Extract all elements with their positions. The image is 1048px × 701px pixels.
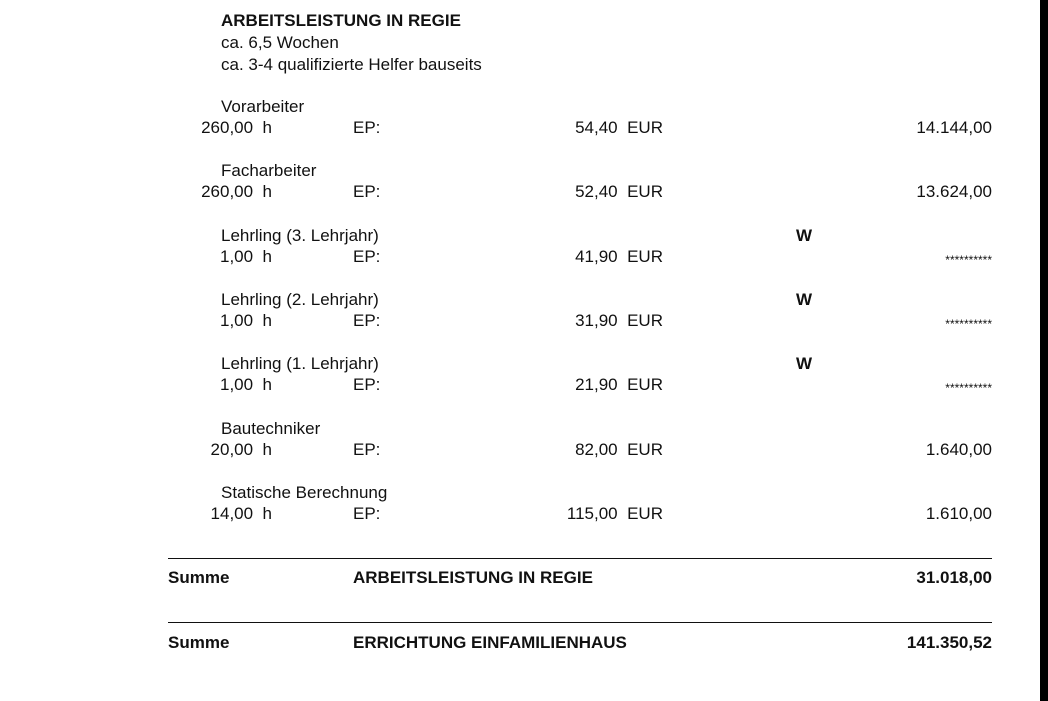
item-name: Facharbeiter [221, 161, 317, 180]
item-unit: h [262, 118, 272, 137]
item-ep-label: EP: [353, 247, 381, 266]
item-unit-price: 82,00 EUR [575, 440, 663, 459]
item-unit-price: 41,90 EUR [575, 247, 663, 266]
item-quantity: 20,00 h [210, 440, 272, 459]
item-unit-price: 54,40 EUR [575, 118, 663, 137]
item-unit-price: 52,40 EUR [575, 182, 663, 201]
item-unit: h [262, 440, 272, 459]
item-unit: h [262, 182, 272, 201]
item-unit: h [262, 504, 272, 523]
item-currency: EUR [627, 440, 663, 459]
sum-value: 31.018,00 [916, 568, 992, 587]
item-total: ********** [945, 381, 992, 395]
line-item [0, 419, 1040, 465]
item-ep-label: EP: [353, 375, 381, 394]
sum-value: 141.350,52 [906, 633, 992, 652]
item-flag: W [796, 354, 813, 373]
item-name: Lehrling (3. Lehrjahr) [221, 226, 379, 245]
item-name: Statische Berechnung [221, 483, 388, 502]
item-unit: h [262, 375, 272, 394]
item-currency: EUR [627, 375, 663, 394]
item-total: ********** [945, 317, 992, 331]
line-item [0, 290, 1040, 336]
item-unit: h [262, 311, 272, 330]
item-ep-label: EP: [353, 182, 381, 201]
sum-divider [168, 622, 992, 623]
item-ep-label: EP: [353, 118, 381, 137]
item-quantity: 260,00 h [201, 182, 272, 201]
item-ep-label: EP: [353, 504, 381, 523]
item-flag: W [796, 290, 813, 309]
viewer-edge [1040, 0, 1048, 701]
line-item [0, 354, 1040, 400]
item-quantity: 1,00 h [219, 311, 272, 330]
line-item [0, 161, 1040, 207]
sum-description: ERRICHTUNG EINFAMILIENHAUS [353, 633, 627, 652]
sum-label: Summe [168, 568, 230, 587]
line-item [0, 483, 1040, 529]
item-currency: EUR [627, 504, 663, 523]
item-name: Lehrling (2. Lehrjahr) [221, 290, 379, 309]
sum-description: ARBEITSLEISTUNG IN REGIE [353, 568, 593, 587]
item-total: 1.610,00 [925, 504, 992, 523]
item-currency: EUR [627, 247, 663, 266]
line-item [0, 97, 1040, 143]
section-title: ARBEITSLEISTUNG IN REGIE [221, 11, 461, 30]
item-total: 1.640,00 [925, 440, 992, 459]
section-note-helpers: ca. 3-4 qualifizierte Helfer bauseits [221, 55, 482, 74]
item-total: 13.624,00 [916, 182, 992, 201]
item-name: Lehrling (1. Lehrjahr) [221, 354, 379, 373]
item-quantity: 260,00 h [201, 118, 272, 137]
item-unit-price: 31,90 EUR [575, 311, 663, 330]
item-ep-label: EP: [353, 440, 381, 459]
item-quantity: 1,00 h [219, 375, 272, 394]
item-ep-label: EP: [353, 311, 381, 330]
item-total: 14.144,00 [916, 118, 992, 137]
item-flag: W [796, 226, 813, 245]
item-name: Bautechniker [221, 419, 321, 438]
item-currency: EUR [627, 118, 663, 137]
item-unit: h [262, 247, 272, 266]
item-name: Vorarbeiter [221, 97, 305, 116]
item-unit-price: 115,00 EUR [566, 504, 663, 523]
item-quantity: 1,00 h [219, 247, 272, 266]
section-note-duration: ca. 6,5 Wochen [221, 33, 339, 52]
item-currency: EUR [627, 311, 663, 330]
item-quantity: 14,00 h [210, 504, 272, 523]
item-currency: EUR [627, 182, 663, 201]
sum-label: Summe [168, 633, 230, 652]
sum-divider [168, 558, 992, 559]
line-item [0, 226, 1040, 272]
sum-row-regie [0, 567, 1040, 589]
item-total: ********** [945, 253, 992, 267]
sum-row-total [0, 632, 1040, 654]
item-unit-price: 21,90 EUR [575, 375, 663, 394]
